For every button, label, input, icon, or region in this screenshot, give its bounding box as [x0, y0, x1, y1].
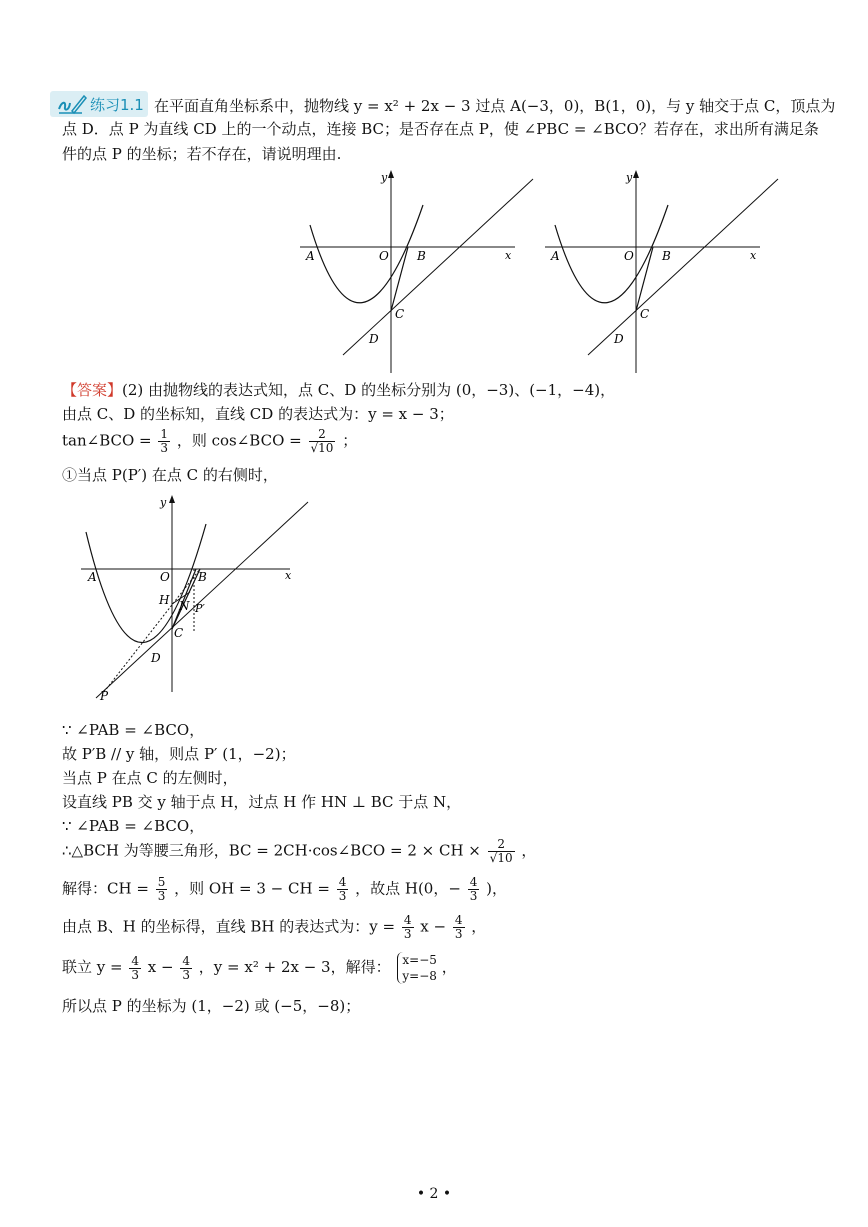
label-O: O — [624, 249, 634, 263]
answer-line-2: 由点 C、D 的坐标知，直线 CD 的表达式为：y = x − 3； — [62, 405, 454, 423]
label-P: P — [100, 689, 109, 703]
label-D: D — [369, 332, 379, 346]
label-x: x — [750, 249, 757, 262]
label-A: A — [551, 249, 560, 263]
problem-line-3: 件的点 P 的坐标；若不存在，请说明理由. — [62, 145, 342, 163]
answer-line-11: 解得：CH = $\frac{5}{3}$ ，则 OH = 3 − CH = $\frac{4}{3}$ ，故点 H(0，− $\frac{4}{3}$ )， — [62, 875, 507, 903]
exercise-badge — [50, 91, 148, 117]
answer-line-10: ∴△BCH 为等腰三角形，BC = 2CH·cos∠BCO = 2 × CH × $\frac{2}{√10}$ ， — [62, 837, 537, 865]
label-D: D — [151, 651, 161, 665]
answer-line-7: 当点 P 在点 C 的左侧时， — [62, 769, 238, 787]
label-O: O — [160, 570, 170, 584]
label-Pp: P′ — [195, 602, 205, 615]
label-B: B — [198, 570, 207, 584]
figure-2 — [540, 165, 785, 375]
label-y: y — [160, 496, 167, 509]
answer-line-6: 故 P′B // y 轴，则点 P′ (1，−2)； — [62, 745, 296, 763]
label-A: A — [88, 570, 97, 584]
figure-1 — [295, 165, 540, 375]
label-B: B — [417, 249, 426, 263]
answer-line-12: 由点 B、H 的坐标得，直线 BH 的表达式为：y = $\frac{4}{3}$ x − $\frac{4}{3}$ ， — [62, 913, 487, 941]
pen-icon — [56, 93, 88, 119]
answer-line-14: 所以点 P 的坐标为 (1，−2) 或 (−5，−8)； — [62, 997, 361, 1015]
answer-line-5: ∵ ∠PAB = ∠BCO， — [62, 721, 205, 739]
label-O: O — [379, 249, 389, 263]
figure-3 — [78, 492, 318, 707]
answer-line-4: ①当点 P(P′) 在点 C 的右侧时， — [62, 466, 278, 484]
answer-line-1: 【答案】(2) 由抛物线的表达式知，点 C、D 的坐标分别为 (0，−3)、(−1，−4)， — [62, 381, 616, 399]
label-D: D — [614, 332, 624, 346]
problem-line-2: 点 D．点 P 为直线 CD 上的一个动点，连接 BC；是否存在点 P，使 ∠PBC = ∠BCO？若存在，求出所有满足条 — [62, 120, 819, 138]
label-y: y — [381, 171, 388, 184]
answer-tag: 【答案】 — [62, 381, 123, 399]
label-C: C — [174, 626, 184, 640]
answer-line-3: tan∠BCO = $\frac{1}{3}$ ，则 cos∠BCO = $\frac{2}{√10}$ ； — [62, 427, 358, 455]
label-C: C — [395, 307, 405, 321]
label-x: x — [505, 249, 512, 262]
answer-line-9: ∵ ∠PAB = ∠BCO， — [62, 817, 205, 835]
label-H: H — [159, 593, 170, 607]
answer-line-13: 联立 y = $\frac{4}{3}$ x − $\frac{4}{3}$ ，y = x² + 2x − 3，解得： x=−5 y=−8 ， — [62, 953, 457, 983]
label-C: C — [640, 307, 650, 321]
equation-system: x=−5 y=−8 — [397, 952, 437, 984]
label-y: y — [626, 171, 633, 184]
label-B: B — [662, 249, 671, 263]
problem-line-1: 在平面直角坐标系中，抛物线 y = x² + 2x − 3 过点 A(−3，0)，B(1，0)，与 y 轴交于点 C，顶点为 — [154, 97, 836, 115]
label-x: x — [285, 569, 292, 582]
label-N: N — [179, 599, 190, 613]
answer-line-8: 设直线 PB 交 y 轴于点 H，过点 H 作 HN ⊥ BC 于点 N， — [62, 793, 462, 811]
label-A: A — [306, 249, 315, 263]
page-number: • 2 • — [416, 1186, 452, 1202]
badge-label: 练习1.1 — [90, 96, 144, 114]
